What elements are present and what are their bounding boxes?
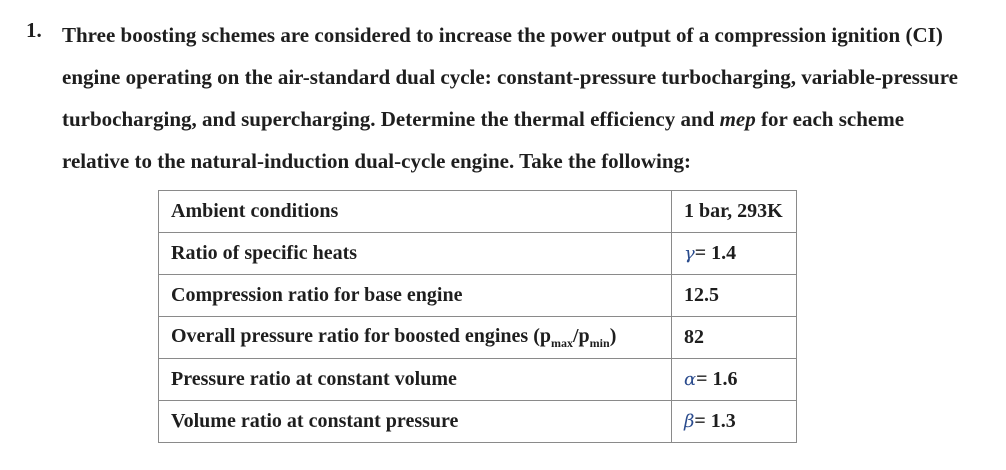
table-row [159, 317, 797, 359]
param-cell: Compression ratio for base engine [159, 275, 672, 317]
value-text: = 1.6 [696, 368, 738, 390]
table-row [159, 359, 797, 401]
value-text: = 1.4 [694, 242, 737, 264]
value-cell: 82 [672, 317, 797, 359]
mep-term: mep [719, 107, 756, 131]
value-cell [672, 233, 797, 275]
table-row [159, 233, 797, 275]
param-cell [159, 317, 672, 359]
param-cell: Volume ratio at constant pressure [159, 401, 672, 443]
alpha-symbol: α [684, 369, 697, 390]
gamma-symbol: γ [684, 243, 695, 264]
value-cell [672, 359, 797, 401]
parameters-table [158, 190, 797, 443]
question-text [62, 14, 982, 182]
question-number: 1. [26, 18, 42, 42]
question-line-2: engine operating on the air-standard dual cycle: constant-pressure turbocharging, variable-pressure [62, 65, 958, 89]
param-cell: Ambient conditions [159, 191, 672, 233]
param-cell: Pressure ratio at constant volume [159, 359, 672, 401]
value-cell [672, 401, 797, 443]
param-text-end: ) [609, 324, 617, 347]
question-line-4: relative to the natural-induction dual-cycle engine. Take the following: [62, 149, 692, 173]
question-line-3b: for each scheme [760, 107, 905, 131]
param-text-mid: /p [572, 324, 590, 347]
question-line-1: Three boosting schemes are considered to increase the power output of a compression ignition (CI) [62, 23, 943, 47]
value-cell: 12.5 [672, 275, 797, 317]
table-row [159, 401, 797, 443]
beta-symbol: β [684, 411, 695, 432]
table-row [159, 275, 797, 317]
param-cell: Ratio of specific heats [159, 233, 672, 275]
value-text: = 1.3 [694, 410, 736, 432]
subscript-min: min [589, 335, 610, 350]
question-line-3 [62, 98, 982, 140]
subscript-max: max [550, 335, 573, 350]
value-cell: 1 bar, 293K [672, 191, 797, 233]
table-row [159, 191, 797, 233]
question-line-3a: turbocharging, and supercharging. Determine the thermal efficiency and [62, 107, 715, 131]
param-text: Overall pressure ratio for boosted engines (p [171, 324, 551, 347]
